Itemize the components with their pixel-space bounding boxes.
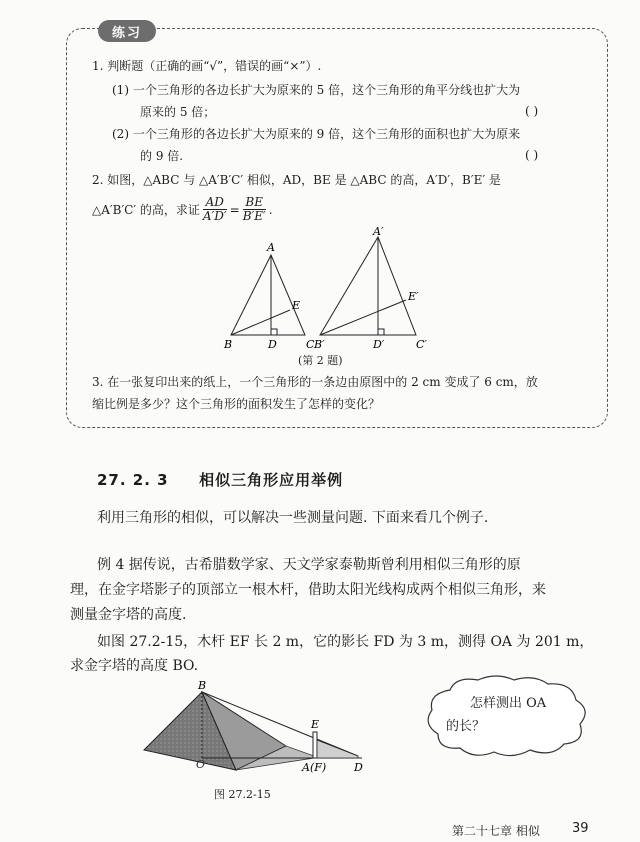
frac2-denominator: B′E′ bbox=[242, 209, 266, 223]
q3-line2: 缩比例是多少？这个三角形的面积发生了怎样的变化？ bbox=[92, 397, 381, 411]
frac1-denominator: A′D′ bbox=[202, 209, 227, 223]
example4-line1: 例 4 据传说，古希腊数学家、天文学家泰勒斯曾利用相似三角形的原 bbox=[97, 557, 521, 573]
footer-chapter: 第二十七章 相似 bbox=[452, 824, 540, 838]
triangle-abc bbox=[231, 255, 305, 335]
label-a: A bbox=[267, 241, 275, 254]
label-e: E bbox=[292, 299, 301, 312]
pyramid-figure bbox=[136, 678, 376, 780]
stick-ef bbox=[313, 732, 317, 758]
label-e-stick: E bbox=[311, 718, 320, 731]
label-c-prime: C′ bbox=[416, 338, 427, 351]
q1-item1-line2: 原来的 5 倍； bbox=[140, 105, 216, 119]
q2-line2 bbox=[92, 196, 273, 223]
thought-bubble-line1: 怎样测出 OA bbox=[470, 696, 547, 711]
q1-item2-line1: (2) 一个三角形的各边长扩大为原来的 9 倍，这个三角形的面积也扩大为原来 bbox=[112, 127, 521, 141]
intro-paragraph: 利用三角形的相似，可以解决一些测量问题. 下面来看几个例子. bbox=[97, 510, 489, 526]
q2-fraction-be bbox=[243, 196, 266, 223]
label-d: D bbox=[268, 338, 277, 351]
label-af: A(F) bbox=[302, 761, 327, 774]
q2-line2-suffix: . bbox=[268, 202, 273, 217]
triangle-abc-prime bbox=[320, 237, 416, 335]
stick-shadow bbox=[317, 740, 358, 758]
example4-line5: 求金字塔的高度 BO. bbox=[70, 658, 199, 674]
q1-item1-answer-blank[interactable]: ( ) bbox=[525, 104, 539, 118]
q2-figure bbox=[220, 225, 440, 353]
label-d-prime: D′ bbox=[373, 338, 385, 351]
exercise-tag: 练习 bbox=[98, 20, 156, 42]
label-c: C bbox=[306, 338, 315, 351]
example4-line2: 理，在金字塔影子的顶部立一根木杆，借助太阳光线构成两个相似三角形，来 bbox=[70, 582, 546, 598]
q1-item2-line2: 的 9 倍. bbox=[140, 149, 184, 163]
page-number: 39 bbox=[572, 821, 589, 836]
q1-title: 1. 判断题（正确的画“√”，错误的画“×”）. bbox=[92, 59, 322, 73]
section-heading bbox=[97, 469, 343, 490]
label-o: O bbox=[196, 758, 206, 771]
label-b: B bbox=[224, 338, 233, 351]
thought-bubble-line2: 的长？ bbox=[446, 719, 486, 734]
section-title: 相似三角形应用举例 bbox=[199, 471, 344, 489]
frac2-numerator: BE bbox=[243, 196, 266, 210]
label-a-prime: A′ bbox=[373, 225, 384, 238]
q3-line1: 3. 在一张复印出来的纸上，一个三角形的一条边由原图中的 2 cm 变成了 6 cm，放 bbox=[92, 375, 538, 389]
q1-item2-answer-blank[interactable]: ( ) bbox=[525, 148, 539, 162]
label-b-prime: B′ bbox=[314, 338, 325, 351]
label-d-shadow: D bbox=[354, 761, 363, 774]
figure-caption-27-2-15: 图 27.2-15 bbox=[214, 788, 271, 801]
q2-line2-prefix: △A′B′C′ 的高，求证 bbox=[92, 202, 200, 217]
thought-bubble-shape bbox=[416, 672, 596, 764]
example4-line3: 测量金字塔的高度. bbox=[70, 607, 187, 623]
label-b-pyramid: B bbox=[198, 679, 207, 692]
q2-equals: = bbox=[229, 202, 240, 217]
section-number: 27. 2. 3 bbox=[97, 471, 169, 489]
frac1-numerator: AD bbox=[203, 196, 227, 210]
example4-line4: 如图 27.2-15，木杆 EF 长 2 m，它的影长 FD 为 3 m，测得 OA 为 201 m， bbox=[97, 634, 594, 650]
q1-item1-line1: (1) 一个三角形的各边长扩大为原来的 5 倍，这个三角形的角平分线也扩大为 bbox=[112, 83, 521, 97]
q2-fraction-ad bbox=[203, 196, 227, 223]
label-e-prime: E′ bbox=[408, 290, 419, 303]
q2-line1: 2. 如图，△ABC 与 △A′B′C′ 相似，AD，BE 是 △ABC 的高，A′D′，B′E′ 是 bbox=[92, 173, 501, 187]
q2-figure-caption: (第 2 题) bbox=[298, 354, 343, 367]
